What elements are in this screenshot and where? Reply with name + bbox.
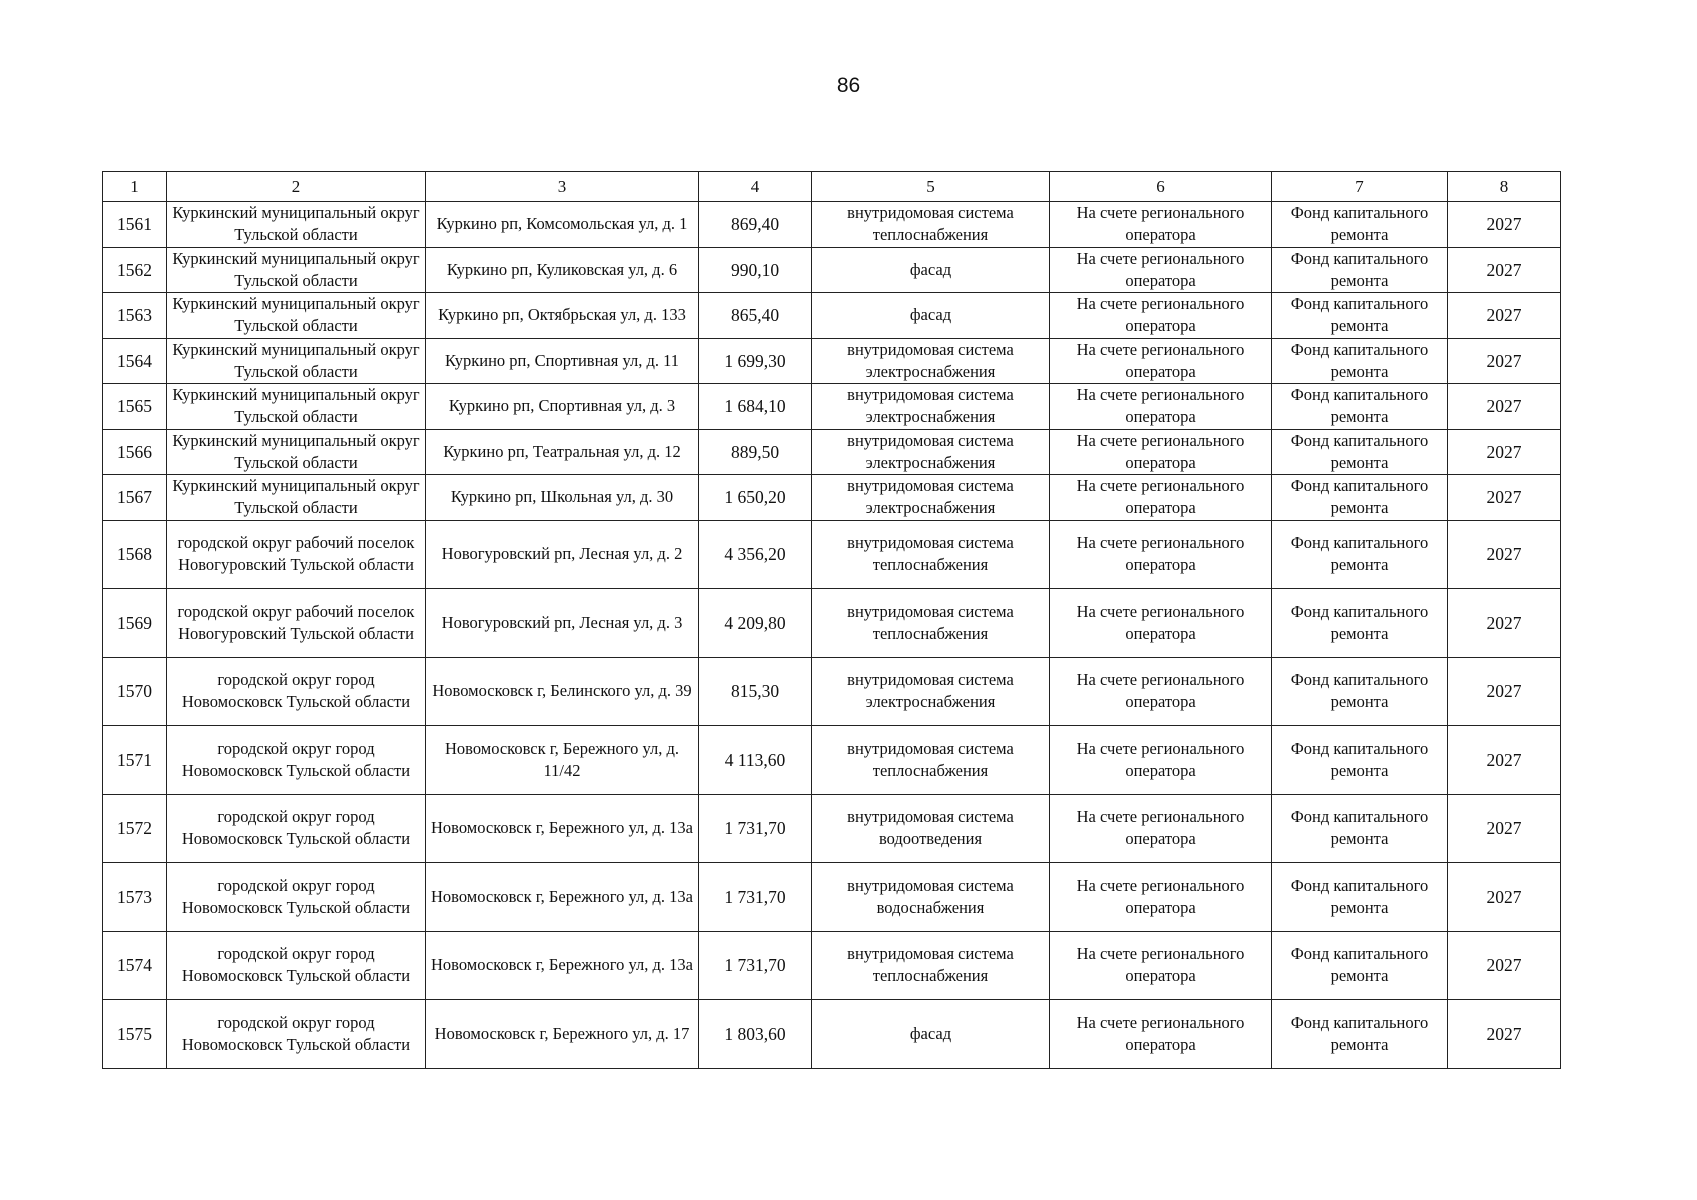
column-number: 4 <box>699 172 812 202</box>
row-number-cell: 1562 <box>103 247 167 293</box>
fund-cell: Фонд капитального ремонта <box>1272 794 1448 863</box>
account-cell: На счете регионального оператора <box>1050 520 1272 589</box>
account-cell: На счете регионального оператора <box>1050 338 1272 384</box>
column-number-row <box>103 172 1561 202</box>
table-row <box>103 931 1561 1000</box>
area-cell: 1 684,10 <box>699 384 812 430</box>
area-cell: 1 731,70 <box>699 794 812 863</box>
year-cell: 2027 <box>1448 1000 1561 1069</box>
district-cell: Куркинский муниципальный округ Тульской области <box>167 429 426 475</box>
table-row <box>103 794 1561 863</box>
fund-cell: Фонд капитального ремонта <box>1272 657 1448 726</box>
year-cell: 2027 <box>1448 931 1561 1000</box>
table-row <box>103 657 1561 726</box>
table-row <box>103 520 1561 589</box>
work-type-cell: внутридомовая система электроснабжения <box>812 338 1050 384</box>
row-number-cell: 1571 <box>103 726 167 795</box>
fund-cell: Фонд капитального ремонта <box>1272 589 1448 658</box>
area-cell: 4 113,60 <box>699 726 812 795</box>
year-cell: 2027 <box>1448 520 1561 589</box>
row-number-cell: 1566 <box>103 429 167 475</box>
work-type-cell: внутридомовая система водоснабжения <box>812 863 1050 932</box>
account-cell: На счете регионального оператора <box>1050 863 1272 932</box>
area-cell: 1 803,60 <box>699 1000 812 1069</box>
district-cell: Куркинский муниципальный округ Тульской области <box>167 338 426 384</box>
address-cell: Куркино рп, Комсомольская ул, д. 1 <box>426 202 699 248</box>
row-number-cell: 1572 <box>103 794 167 863</box>
district-cell: городской округ город Новомосковск Тульской области <box>167 1000 426 1069</box>
year-cell: 2027 <box>1448 794 1561 863</box>
account-cell: На счете регионального оператора <box>1050 247 1272 293</box>
address-cell: Новомосковск г, Бережного ул, д. 17 <box>426 1000 699 1069</box>
district-cell: городской округ город Новомосковск Тульской области <box>167 794 426 863</box>
account-cell: На счете регионального оператора <box>1050 293 1272 339</box>
work-type-cell: внутридомовая система теплоснабжения <box>812 202 1050 248</box>
district-cell: Куркинский муниципальный округ Тульской области <box>167 475 426 521</box>
district-cell: Куркинский муниципальный округ Тульской области <box>167 202 426 248</box>
table-row <box>103 1000 1561 1069</box>
row-number-cell: 1561 <box>103 202 167 248</box>
area-cell: 1 731,70 <box>699 863 812 932</box>
year-cell: 2027 <box>1448 475 1561 521</box>
row-number-cell: 1575 <box>103 1000 167 1069</box>
table-row <box>103 338 1561 384</box>
account-cell: На счете регионального оператора <box>1050 1000 1272 1069</box>
district-cell: городской округ город Новомосковск Тульской области <box>167 863 426 932</box>
district-cell: Куркинский муниципальный округ Тульской области <box>167 293 426 339</box>
year-cell: 2027 <box>1448 863 1561 932</box>
area-cell: 1 699,30 <box>699 338 812 384</box>
work-type-cell: фасад <box>812 293 1050 339</box>
year-cell: 2027 <box>1448 657 1561 726</box>
row-number-cell: 1569 <box>103 589 167 658</box>
area-cell: 990,10 <box>699 247 812 293</box>
table-row <box>103 475 1561 521</box>
account-cell: На счете регионального оператора <box>1050 589 1272 658</box>
district-cell: городской округ рабочий поселок Новогуровский Тульской области <box>167 520 426 589</box>
work-type-cell: внутридомовая система теплоснабжения <box>812 589 1050 658</box>
fund-cell: Фонд капитального ремонта <box>1272 863 1448 932</box>
address-cell: Новомосковск г, Бережного ул, д. 13а <box>426 931 699 1000</box>
fund-cell: Фонд капитального ремонта <box>1272 384 1448 430</box>
work-type-cell: фасад <box>812 247 1050 293</box>
row-number-cell: 1573 <box>103 863 167 932</box>
work-type-cell: внутридомовая система электроснабжения <box>812 657 1050 726</box>
table-row <box>103 202 1561 248</box>
fund-cell: Фонд капитального ремонта <box>1272 338 1448 384</box>
year-cell: 2027 <box>1448 429 1561 475</box>
account-cell: На счете регионального оператора <box>1050 931 1272 1000</box>
row-number-cell: 1564 <box>103 338 167 384</box>
work-type-cell: внутридомовая система теплоснабжения <box>812 931 1050 1000</box>
address-cell: Куркино рп, Спортивная ул, д. 3 <box>426 384 699 430</box>
row-number-cell: 1563 <box>103 293 167 339</box>
district-cell: Куркинский муниципальный округ Тульской области <box>167 247 426 293</box>
year-cell: 2027 <box>1448 384 1561 430</box>
table-row <box>103 726 1561 795</box>
address-cell: Новомосковск г, Бережного ул, д. 13а <box>426 794 699 863</box>
year-cell: 2027 <box>1448 247 1561 293</box>
address-cell: Куркино рп, Октябрьская ул, д. 133 <box>426 293 699 339</box>
fund-cell: Фонд капитального ремонта <box>1272 1000 1448 1069</box>
work-type-cell: внутридомовая система электроснабжения <box>812 475 1050 521</box>
page-number: 86 <box>836 74 861 97</box>
district-cell: городской округ город Новомосковск Тульской области <box>167 657 426 726</box>
district-cell: Куркинский муниципальный округ Тульской области <box>167 384 426 430</box>
column-number: 3 <box>426 172 699 202</box>
area-cell: 1 731,70 <box>699 931 812 1000</box>
row-number-cell: 1574 <box>103 931 167 1000</box>
account-cell: На счете регионального оператора <box>1050 794 1272 863</box>
area-cell: 889,50 <box>699 429 812 475</box>
column-number: 2 <box>167 172 426 202</box>
address-cell: Новомосковск г, Белинского ул, д. 39 <box>426 657 699 726</box>
table-row <box>103 293 1561 339</box>
area-cell: 1 650,20 <box>699 475 812 521</box>
address-cell: Куркино рп, Школьная ул, д. 30 <box>426 475 699 521</box>
account-cell: На счете регионального оператора <box>1050 475 1272 521</box>
address-cell: Новогуровский рп, Лесная ул, д. 2 <box>426 520 699 589</box>
table-row <box>103 384 1561 430</box>
column-number: 5 <box>812 172 1050 202</box>
fund-cell: Фонд капитального ремонта <box>1272 931 1448 1000</box>
table-row <box>103 589 1561 658</box>
address-cell: Куркино рп, Куликовская ул, д. 6 <box>426 247 699 293</box>
row-number-cell: 1568 <box>103 520 167 589</box>
district-cell: городской округ город Новомосковск Тульской области <box>167 726 426 795</box>
district-cell: городской округ город Новомосковск Тульской области <box>167 931 426 1000</box>
address-cell: Куркино рп, Театральная ул, д. 12 <box>426 429 699 475</box>
fund-cell: Фонд капитального ремонта <box>1272 293 1448 339</box>
address-cell: Новомосковск г, Бережного ул, д. 13а <box>426 863 699 932</box>
account-cell: На счете регионального оператора <box>1050 429 1272 475</box>
address-cell: Куркино рп, Спортивная ул, д. 11 <box>426 338 699 384</box>
work-type-cell: внутридомовая система электроснабжения <box>812 429 1050 475</box>
year-cell: 2027 <box>1448 293 1561 339</box>
year-cell: 2027 <box>1448 726 1561 795</box>
table-row <box>103 429 1561 475</box>
row-number-cell: 1567 <box>103 475 167 521</box>
address-cell: Новогуровский рп, Лесная ул, д. 3 <box>426 589 699 658</box>
work-type-cell: внутридомовая система теплоснабжения <box>812 726 1050 795</box>
area-cell: 4 209,80 <box>699 589 812 658</box>
area-cell: 4 356,20 <box>699 520 812 589</box>
account-cell: На счете регионального оператора <box>1050 726 1272 795</box>
year-cell: 2027 <box>1448 202 1561 248</box>
row-number-cell: 1570 <box>103 657 167 726</box>
column-number: 6 <box>1050 172 1272 202</box>
column-number: 8 <box>1448 172 1561 202</box>
account-cell: На счете регионального оператора <box>1050 384 1272 430</box>
work-type-cell: внутридомовая система теплоснабжения <box>812 520 1050 589</box>
capital-repair-table <box>102 171 1561 1069</box>
address-cell: Новомосковск г, Бережного ул, д. 11/42 <box>426 726 699 795</box>
fund-cell: Фонд капитального ремонта <box>1272 429 1448 475</box>
area-cell: 865,40 <box>699 293 812 339</box>
row-number-cell: 1565 <box>103 384 167 430</box>
fund-cell: Фонд капитального ремонта <box>1272 726 1448 795</box>
table-row <box>103 247 1561 293</box>
column-number: 1 <box>103 172 167 202</box>
work-type-cell: внутридомовая система водоотведения <box>812 794 1050 863</box>
area-cell: 815,30 <box>699 657 812 726</box>
fund-cell: Фонд капитального ремонта <box>1272 475 1448 521</box>
fund-cell: Фонд капитального ремонта <box>1272 202 1448 248</box>
column-number: 7 <box>1272 172 1448 202</box>
work-type-cell: внутридомовая система электроснабжения <box>812 384 1050 430</box>
area-cell: 869,40 <box>699 202 812 248</box>
work-type-cell: фасад <box>812 1000 1050 1069</box>
year-cell: 2027 <box>1448 338 1561 384</box>
account-cell: На счете регионального оператора <box>1050 657 1272 726</box>
fund-cell: Фонд капитального ремонта <box>1272 247 1448 293</box>
district-cell: городской округ рабочий поселок Новогуровский Тульской области <box>167 589 426 658</box>
table-row <box>103 863 1561 932</box>
year-cell: 2027 <box>1448 589 1561 658</box>
fund-cell: Фонд капитального ремонта <box>1272 520 1448 589</box>
account-cell: На счете регионального оператора <box>1050 202 1272 248</box>
